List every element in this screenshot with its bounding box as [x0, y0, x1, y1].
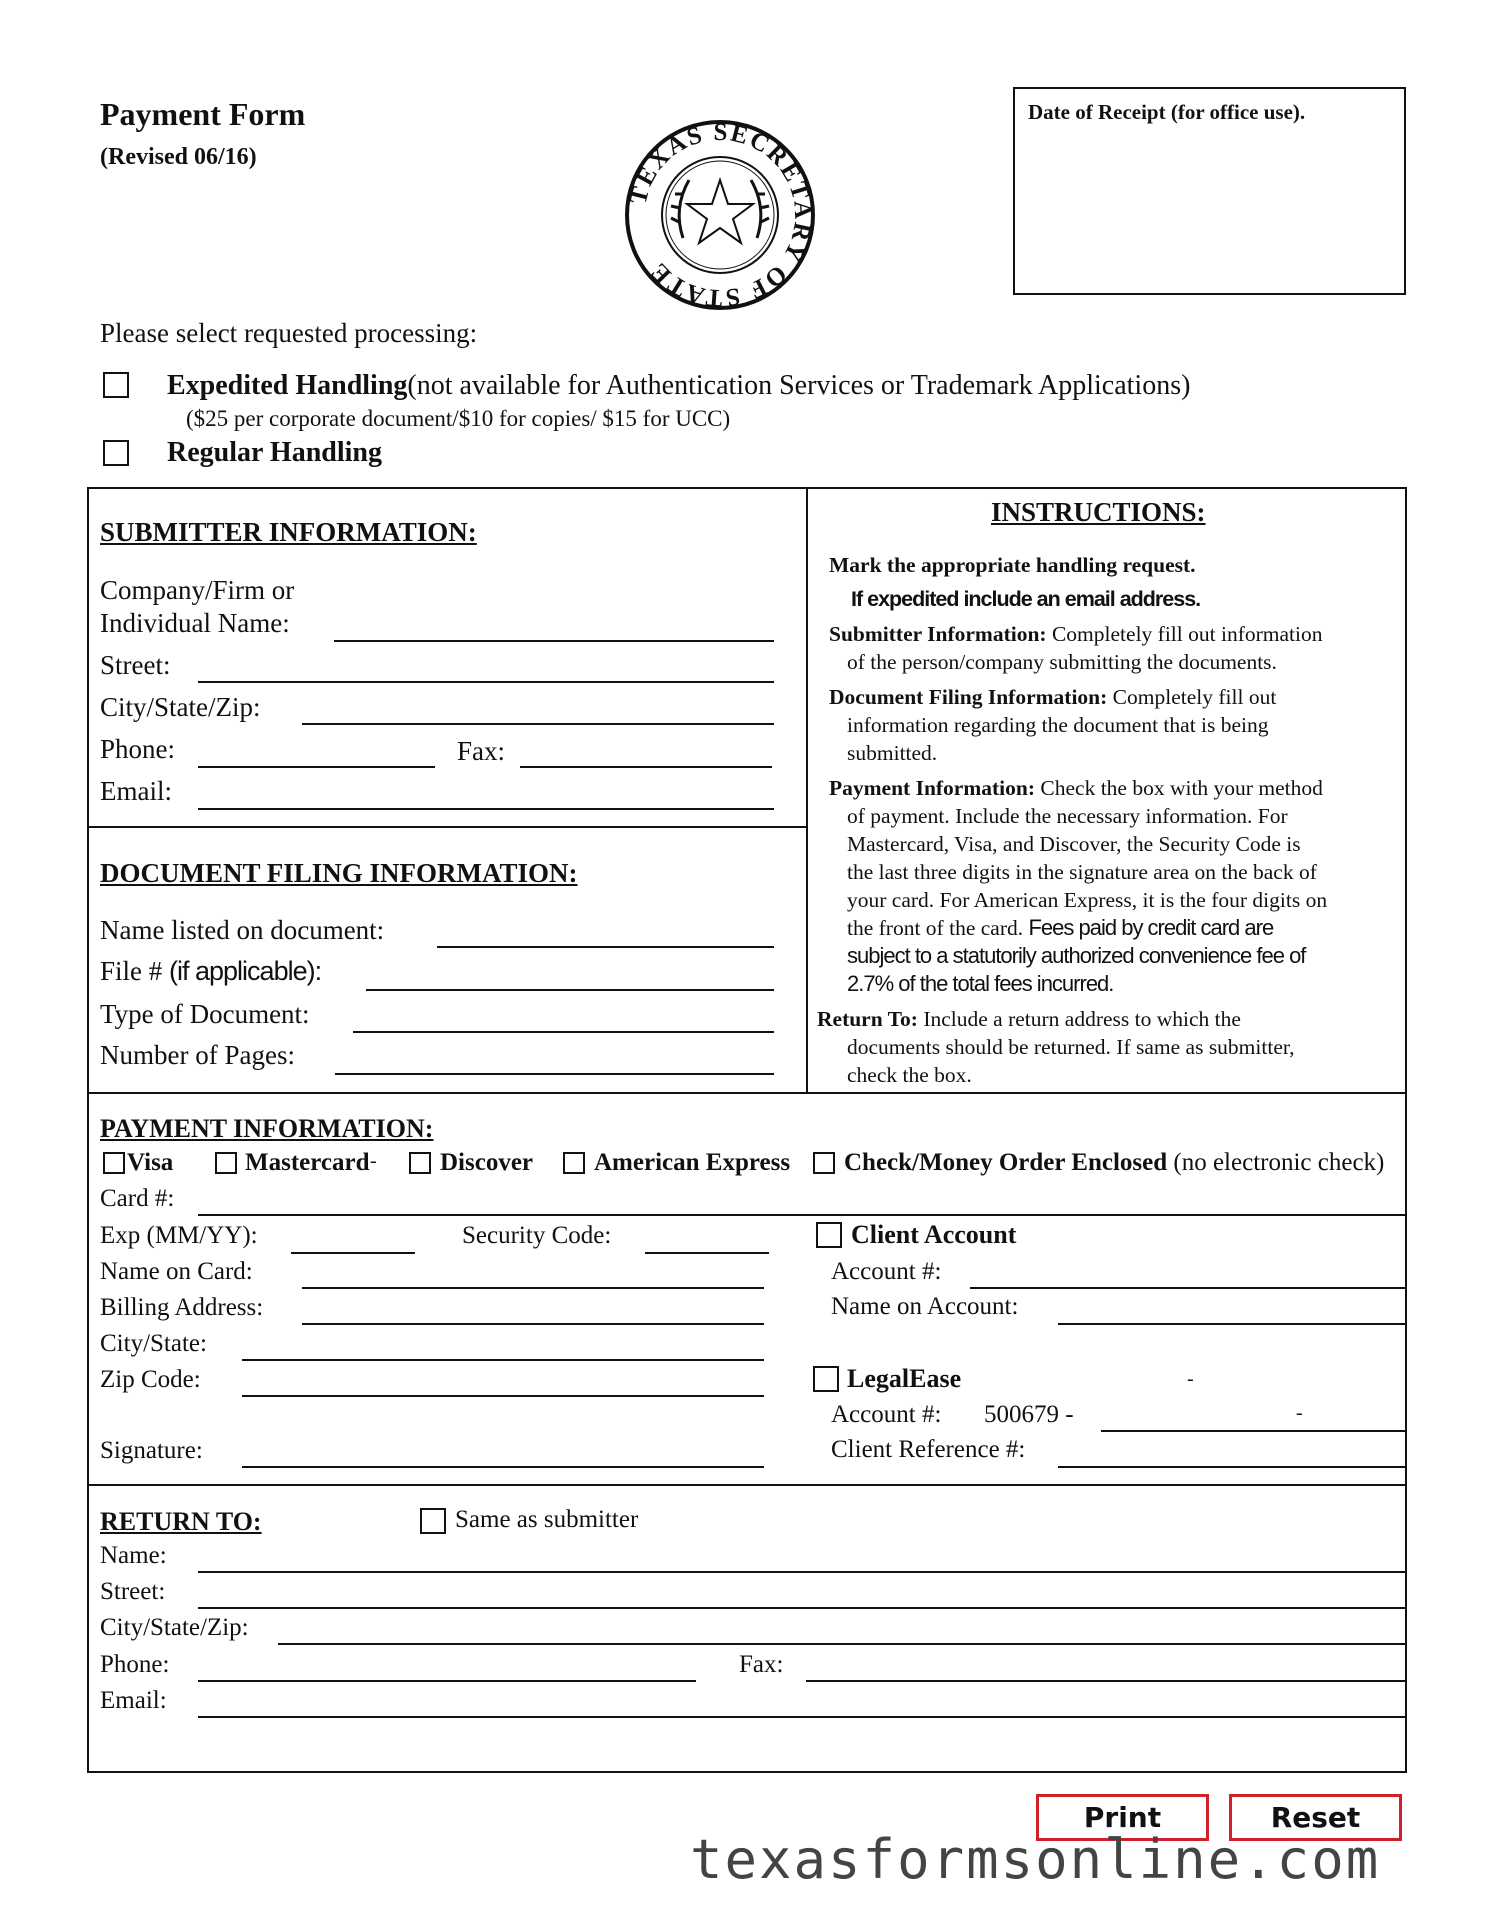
return-fax-label: Fax: — [739, 1651, 784, 1678]
fax-label: Fax: — [457, 736, 506, 766]
file-number-prefix: File # — [100, 956, 170, 986]
amex-checkbox[interactable] — [563, 1152, 585, 1174]
discover-checkbox[interactable] — [409, 1152, 431, 1174]
company-label: Company/Firm or — [100, 575, 295, 605]
phone-label: Phone: — [100, 734, 176, 764]
return-street-label: Street: — [100, 1578, 166, 1605]
instr-payment-text: your card. For American Express, it is the four digits on — [847, 888, 1328, 912]
document-heading: DOCUMENT FILING INFORMATION: — [100, 858, 578, 888]
exp-field[interactable] — [291, 1252, 415, 1254]
signature-field[interactable] — [242, 1466, 764, 1468]
legalease-account-prefix: 500679 - — [984, 1401, 1074, 1428]
email-label: Email: — [100, 776, 172, 806]
instr-return-bold: Return To: — [817, 1007, 918, 1031]
email-field[interactable] — [198, 808, 774, 810]
legalease-checkbox[interactable] — [813, 1366, 839, 1392]
check-option — [844, 1149, 1384, 1177]
instr-expedited-email: If expedited include an email address. — [851, 587, 1201, 611]
legalease-account-field[interactable] — [1101, 1430, 1406, 1432]
instr-fee-note: subject to a statutorily authorized convenience fee of — [847, 943, 1306, 968]
instr-payment-text: the front of the card. — [847, 916, 1029, 940]
payment-heading: PAYMENT INFORMATION: — [100, 1114, 434, 1143]
legalease-label: LegalEase — [847, 1364, 962, 1393]
instructions-heading: INSTRUCTIONS: — [991, 497, 1206, 527]
instr-document — [829, 683, 1276, 712]
expedited-note: (not available for Authentication Services or Trademark Applications) — [407, 370, 1191, 401]
instr-document-text: Completely fill out — [1107, 685, 1277, 709]
return-fax-field[interactable] — [806, 1680, 1406, 1682]
card-number-label: Card #: — [100, 1185, 175, 1212]
instr-payment — [829, 774, 1323, 803]
instr-submitter-text: of the person/company submitting the documents. — [847, 650, 1277, 674]
file-number-field[interactable] — [366, 989, 774, 991]
return-city-label: City/State/Zip: — [100, 1614, 249, 1641]
section-divider — [87, 1092, 1407, 1094]
account-number-label: Account #: — [831, 1258, 942, 1285]
check-note: (no electronic check) — [1167, 1149, 1385, 1176]
file-number-suffix: (if applicable): — [169, 956, 322, 986]
instr-payment-bold: Payment Information: — [829, 776, 1036, 800]
instr-return-text: check the box. — [847, 1063, 972, 1087]
texas-seal — [623, 118, 817, 312]
revision-date: (Revised 06/16) — [100, 144, 257, 170]
city-label: City/State/Zip: — [100, 692, 261, 722]
regular-label: Regular Handling — [167, 437, 382, 468]
expedited-option — [167, 370, 1190, 402]
return-phone-field[interactable] — [198, 1680, 696, 1682]
return-email-label: Email: — [100, 1687, 167, 1714]
client-account-checkbox[interactable] — [816, 1222, 842, 1248]
submitter-heading: SUBMITTER INFORMATION: — [100, 517, 477, 547]
card-city-state-label: City/State: — [100, 1330, 207, 1357]
section-divider — [87, 826, 807, 828]
page-title: Payment Form — [100, 96, 306, 132]
return-name-label: Name: — [100, 1542, 167, 1569]
svg-text:TEXAS SECRETARY OF STATE: TEXAS SECRETARY OF STATE — [624, 118, 817, 312]
instr-payment-text: of payment. Include the necessary information. For — [847, 804, 1288, 828]
legalease-account-label: Account #: — [831, 1401, 942, 1428]
dash: - — [1187, 1368, 1194, 1390]
street-label: Street: — [100, 650, 171, 680]
name-on-card-label: Name on Card: — [100, 1258, 253, 1285]
doc-type-label: Type of Document: — [100, 999, 310, 1029]
zip-code-field[interactable] — [242, 1395, 764, 1397]
zip-code-label: Zip Code: — [100, 1366, 201, 1393]
return-phone-label: Phone: — [100, 1651, 170, 1678]
instr-payment-text: the last three digits in the signature area on the back of — [847, 860, 1317, 884]
expedited-fees: ($25 per corporate document/$10 for copies/ $15 for UCC) — [186, 406, 731, 431]
company-label: Individual Name: — [100, 608, 290, 638]
print-button[interactable]: Print — [1036, 1794, 1209, 1841]
instr-mark: Mark the appropriate handling request. — [829, 553, 1196, 577]
security-code-field[interactable] — [645, 1252, 769, 1254]
check-checkbox[interactable] — [813, 1152, 835, 1174]
client-reference-field[interactable] — [1058, 1466, 1406, 1468]
expedited-checkbox[interactable] — [103, 372, 129, 398]
column-divider — [806, 487, 808, 1093]
doc-name-label: Name listed on document: — [100, 915, 385, 945]
visa-checkbox[interactable] — [103, 1152, 125, 1174]
city-field[interactable] — [302, 723, 774, 725]
instr-fee-note: 2.7% of the total fees incurred. — [847, 971, 1114, 996]
instr-payment-text — [847, 914, 1273, 943]
amex-label: American Express — [594, 1149, 791, 1176]
fax-field[interactable] — [520, 766, 772, 768]
client-account-label: Client Account — [851, 1220, 1017, 1249]
same-as-submitter-label: Same as submitter — [455, 1506, 639, 1533]
dash: - — [370, 1150, 377, 1172]
instr-payment-text: Check the box with your method — [1035, 776, 1323, 800]
instr-return-text: Include a return address to which the — [917, 1007, 1241, 1031]
instr-payment-text: Mastercard, Visa, and Discover, the Security Code is — [847, 832, 1301, 856]
card-number-field[interactable] — [198, 1214, 1406, 1216]
street-field[interactable] — [198, 681, 774, 683]
instr-submitter-text: Completely fill out information — [1046, 622, 1323, 646]
return-to-heading: RETURN TO: — [100, 1507, 262, 1536]
expedited-label: Expedited Handling — [167, 370, 408, 401]
client-reference-label: Client Reference #: — [831, 1436, 1026, 1463]
mastercard-checkbox[interactable] — [215, 1152, 237, 1174]
return-city-field[interactable] — [278, 1643, 1406, 1645]
visa-label: Visa — [127, 1149, 174, 1176]
instr-fee-note: Fees paid by credit card are — [1028, 915, 1274, 940]
doc-name-field[interactable] — [437, 946, 774, 948]
exp-label: Exp (MM/YY): — [100, 1222, 258, 1249]
return-email-field[interactable] — [198, 1716, 1406, 1718]
account-number-field[interactable] — [970, 1287, 1406, 1289]
pages-label: Number of Pages: — [100, 1040, 295, 1070]
card-city-state-field[interactable] — [242, 1359, 764, 1361]
name-on-account-field[interactable] — [1058, 1323, 1406, 1325]
name-on-account-label: Name on Account: — [831, 1293, 1019, 1320]
return-name-field[interactable] — [198, 1571, 1406, 1573]
instr-document-text: submitted. — [847, 741, 938, 765]
site-watermark: texasformsonline.com — [690, 1828, 1381, 1891]
section-divider — [87, 1484, 1407, 1486]
instr-document-bold: Document Filing Information: — [829, 685, 1108, 709]
phone-field[interactable] — [198, 766, 435, 768]
instr-return-text: documents should be returned. If same as submitter, — [847, 1035, 1295, 1059]
file-number-label — [100, 956, 321, 987]
discover-label: Discover — [440, 1149, 534, 1176]
return-street-field[interactable] — [198, 1607, 1406, 1609]
processing-prompt: Please select requested processing: — [100, 318, 478, 348]
reset-button[interactable]: Reset — [1229, 1794, 1402, 1841]
instr-submitter-bold: Submitter Information: — [829, 622, 1047, 646]
billing-address-field[interactable] — [302, 1323, 764, 1325]
receipt-box — [1013, 87, 1406, 295]
receipt-box-label: Date of Receipt (for office use). — [1028, 100, 1306, 124]
doc-type-field[interactable] — [353, 1031, 774, 1033]
dash: - — [1296, 1402, 1303, 1424]
same-as-submitter-checkbox[interactable] — [420, 1508, 446, 1534]
name-on-card-field[interactable] — [302, 1287, 764, 1289]
instr-document-text: information regarding the document that is being — [847, 713, 1269, 737]
instr-submitter — [829, 620, 1322, 649]
security-code-label: Security Code: — [462, 1222, 612, 1249]
instr-return — [817, 1005, 1241, 1034]
pages-field[interactable] — [335, 1073, 774, 1075]
company-field[interactable] — [334, 640, 774, 642]
regular-checkbox[interactable] — [103, 440, 129, 466]
mastercard-label: Mastercard — [245, 1149, 370, 1176]
billing-address-label: Billing Address: — [100, 1294, 264, 1321]
signature-label: Signature: — [100, 1437, 203, 1464]
check-label: Check/Money Order Enclosed — [844, 1149, 1168, 1176]
